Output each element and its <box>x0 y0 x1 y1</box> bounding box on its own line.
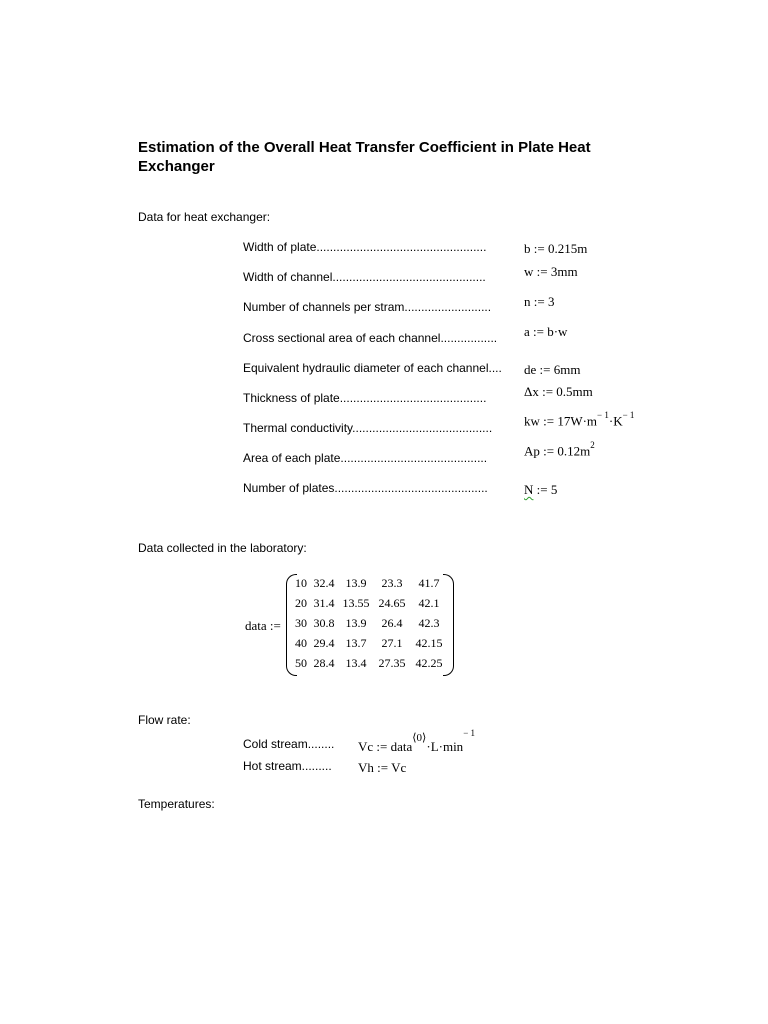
section-heading-hx-data: Data for heat exchanger: <box>138 210 271 224</box>
expr-superscript: ⟨0⟩ <box>412 732 427 745</box>
param-expression[interactable]: n := 3 <box>524 294 555 309</box>
flow-expression-hot[interactable]: Vh := Vc <box>358 760 407 775</box>
matrix-cell: 50 <box>295 656 307 670</box>
param-expression[interactable] <box>524 412 634 429</box>
expr-rest: := 5 <box>533 482 558 497</box>
flow-expression-cold[interactable] <box>358 730 475 760</box>
expr-unit: ·L·min <box>426 739 464 755</box>
matrix-row <box>286 576 454 596</box>
section-heading-lab-data: Data collected in the laboratory: <box>138 541 307 555</box>
matrix-cell: 20 <box>295 596 307 610</box>
matrix-row <box>286 656 454 676</box>
matrix-cell: 42.1 <box>418 596 440 610</box>
matrix-cell: 30 <box>295 616 307 630</box>
matrix-cell: 13.7 <box>345 636 367 650</box>
param-label: Area of each plate............................................ <box>243 451 488 465</box>
matrix-row <box>286 596 454 616</box>
matrix-cell: 42.25 <box>415 656 443 670</box>
param-expression[interactable]: a := b·w <box>524 324 568 339</box>
expr-unit: ·K <box>608 413 623 429</box>
param-expression[interactable]: de := 6mm <box>524 362 581 377</box>
matrix-cell: 30.8 <box>313 616 335 630</box>
expr-base: kw := 17W·m <box>524 413 598 429</box>
section-heading-temperatures: Temperatures: <box>138 797 215 811</box>
param-expression[interactable]: b := 0.215m <box>524 241 588 256</box>
param-expression[interactable] <box>524 482 557 498</box>
matrix-cell: 13.9 <box>345 616 367 630</box>
matrix-cell: 40 <box>295 636 307 650</box>
param-label: Number of plates.............................................. <box>243 481 488 495</box>
matrix-cell: 27.1 <box>381 636 403 650</box>
matrix-cell: 27.35 <box>378 656 406 670</box>
matrix-cell: 13.55 <box>342 596 370 610</box>
expr-exponent: − 1 <box>463 728 476 738</box>
expr-base: Vc := data <box>358 739 413 755</box>
matrix-cell: 24.65 <box>378 596 406 610</box>
page-title: Estimation of the Overall Heat Transfer Coefficient in Plate Heat Exchanger <box>138 139 591 175</box>
param-expression[interactable]: w := 3mm <box>524 264 578 279</box>
matrix-cell: 41.7 <box>418 576 440 590</box>
matrix-row <box>286 636 454 656</box>
matrix-cell: 13.9 <box>345 576 367 590</box>
param-label: Cross sectional area of each channel................. <box>243 331 498 345</box>
matrix-row <box>286 616 454 636</box>
matrix-cell: 31.4 <box>313 596 335 610</box>
expr-exponent: − 1 <box>622 410 635 420</box>
matrix-cell: 42.3 <box>418 616 440 630</box>
flow-label-hot: Hot stream......... <box>243 759 332 773</box>
param-label: Thermal conductivity.......................................... <box>243 421 493 435</box>
matrix-cell: 23.3 <box>381 576 403 590</box>
expr-exponent: 2 <box>590 440 595 450</box>
param-label: Thickness of plate............................................ <box>243 391 487 405</box>
matrix-cell: 10 <box>295 576 307 590</box>
matrix-cell: 42.15 <box>415 636 443 650</box>
param-label: Equivalent hydraulic diameter of each channel.... <box>243 361 502 375</box>
param-expression[interactable]: Δx := 0.5mm <box>524 384 593 399</box>
matrix-label: data := <box>245 618 281 633</box>
matrix-cell: 32.4 <box>313 576 335 590</box>
flow-label-cold: Cold stream........ <box>243 737 335 751</box>
expr-exponent: − 1 <box>597 410 609 420</box>
param-expression[interactable] <box>524 442 595 459</box>
param-label: Number of channels per stram.......................... <box>243 300 492 314</box>
data-matrix[interactable] <box>286 574 454 674</box>
expr-base: Ap := 0.12m <box>524 443 591 459</box>
matrix-cell: 26.4 <box>381 616 403 630</box>
matrix-cell: 29.4 <box>313 636 335 650</box>
matrix-cell: 13.4 <box>345 656 367 670</box>
matrix-cell: 28.4 <box>313 656 335 670</box>
param-label: Width of channel.............................................. <box>243 270 486 284</box>
expr-variable-warning: N <box>524 482 534 497</box>
section-heading-flow-rate: Flow rate: <box>138 713 191 727</box>
param-label: Width of plate................................................... <box>243 240 487 254</box>
